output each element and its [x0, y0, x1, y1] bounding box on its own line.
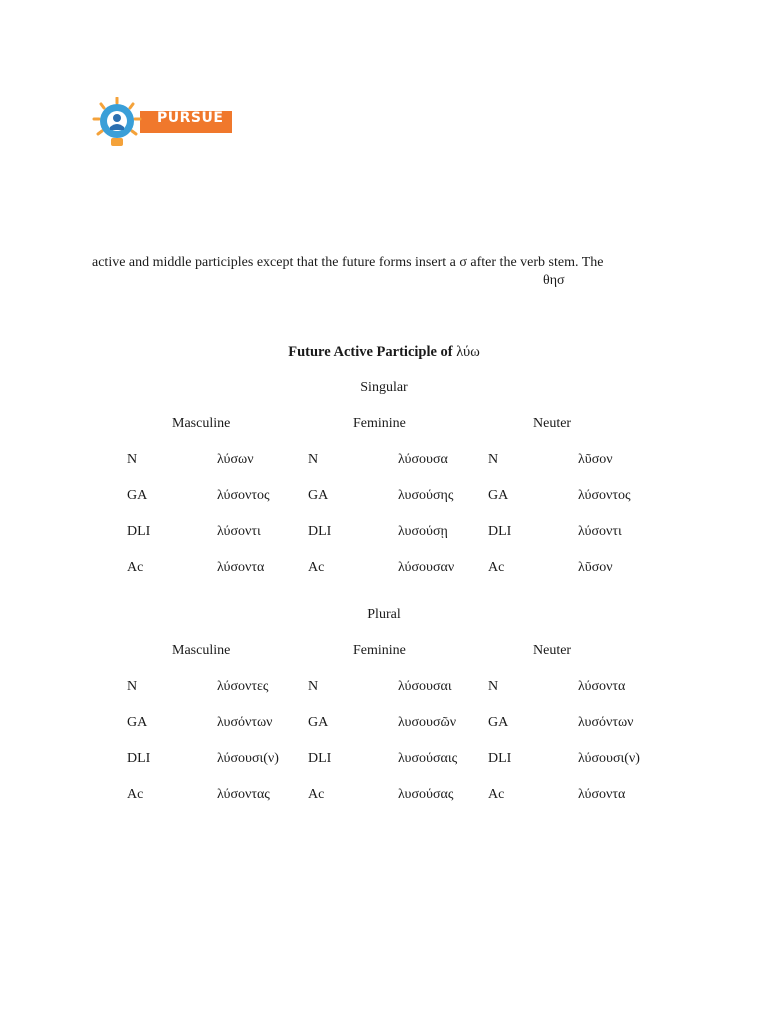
- case-label: N: [488, 679, 499, 694]
- greek-form: λύσοντος: [217, 488, 270, 503]
- greek-form: λύσοντα: [578, 787, 626, 802]
- greek-form: λυσούσῃ: [398, 524, 448, 539]
- case-label: GA: [488, 715, 509, 730]
- case-label: Ac: [308, 787, 325, 802]
- case-label: Ac: [308, 560, 325, 575]
- greek-form: λῦσον: [578, 452, 613, 467]
- case-label: N: [308, 452, 319, 467]
- greek-form: λύσουσαι: [398, 679, 452, 694]
- case-label: Ac: [488, 560, 505, 575]
- gender-heading: Masculine: [172, 643, 231, 658]
- table-title-greek: λύω: [456, 344, 480, 360]
- greek-form: λύσουσι(ν): [217, 751, 279, 766]
- greek-form: λύσοντες: [217, 679, 269, 694]
- greek-form: λύσοντας: [217, 787, 270, 802]
- case-label: Ac: [127, 560, 144, 575]
- greek-form: λύσοντα: [578, 679, 626, 694]
- case-label: DLI: [488, 524, 512, 539]
- case-label: DLI: [308, 751, 332, 766]
- greek-form: λύσοντι: [217, 524, 261, 539]
- case-label: GA: [308, 488, 329, 503]
- case-label: N: [127, 452, 138, 467]
- section-heading: Plural: [367, 607, 401, 622]
- body-text-line: active and middle participles except that the future forms insert a σ after the verb stem. The: [92, 255, 604, 270]
- greek-form: λύσουσαν: [398, 560, 455, 575]
- greek-form: λῦσον: [578, 560, 613, 575]
- case-label: GA: [127, 715, 148, 730]
- gender-heading: Neuter: [533, 643, 572, 658]
- greek-form: λυσουσῶν: [398, 715, 457, 730]
- greek-form: λυσούσας: [398, 787, 454, 802]
- greek-form: λύσοντος: [578, 488, 631, 503]
- case-label: GA: [308, 715, 329, 730]
- case-label: DLI: [127, 751, 151, 766]
- greek-form: λύσων: [217, 452, 254, 467]
- greek-form: λυσόντων: [217, 715, 273, 730]
- table-title-bold: Future Active Participle of: [288, 344, 453, 360]
- case-label: N: [127, 679, 138, 694]
- gender-heading: Feminine: [353, 416, 406, 431]
- case-label: GA: [488, 488, 509, 503]
- case-label: DLI: [488, 751, 512, 766]
- case-label: Ac: [127, 787, 144, 802]
- case-label: Ac: [488, 787, 505, 802]
- greek-form: λυσούσης: [398, 488, 454, 503]
- greek-form: λυσούσαις: [398, 751, 458, 766]
- gender-heading: Feminine: [353, 643, 406, 658]
- section-heading: Singular: [360, 380, 408, 395]
- table-title: [0, 344, 768, 361]
- case-label: N: [308, 679, 319, 694]
- case-label: GA: [127, 488, 148, 503]
- pursue-logo: [92, 97, 234, 151]
- case-label: N: [488, 452, 499, 467]
- greek-form: λύσοντι: [578, 524, 622, 539]
- greek-form: λυσόντων: [578, 715, 634, 730]
- greek-form: λύσουσι(ν): [578, 751, 640, 766]
- case-label: DLI: [127, 524, 151, 539]
- logo-label: PURSUE: [157, 110, 224, 126]
- greek-form: λύσουσα: [398, 452, 448, 467]
- greek-form: λύσοντα: [217, 560, 265, 575]
- case-label: DLI: [308, 524, 332, 539]
- gender-heading: Neuter: [533, 416, 572, 431]
- gender-heading: Masculine: [172, 416, 231, 431]
- greek-fragment: θησ: [543, 273, 565, 288]
